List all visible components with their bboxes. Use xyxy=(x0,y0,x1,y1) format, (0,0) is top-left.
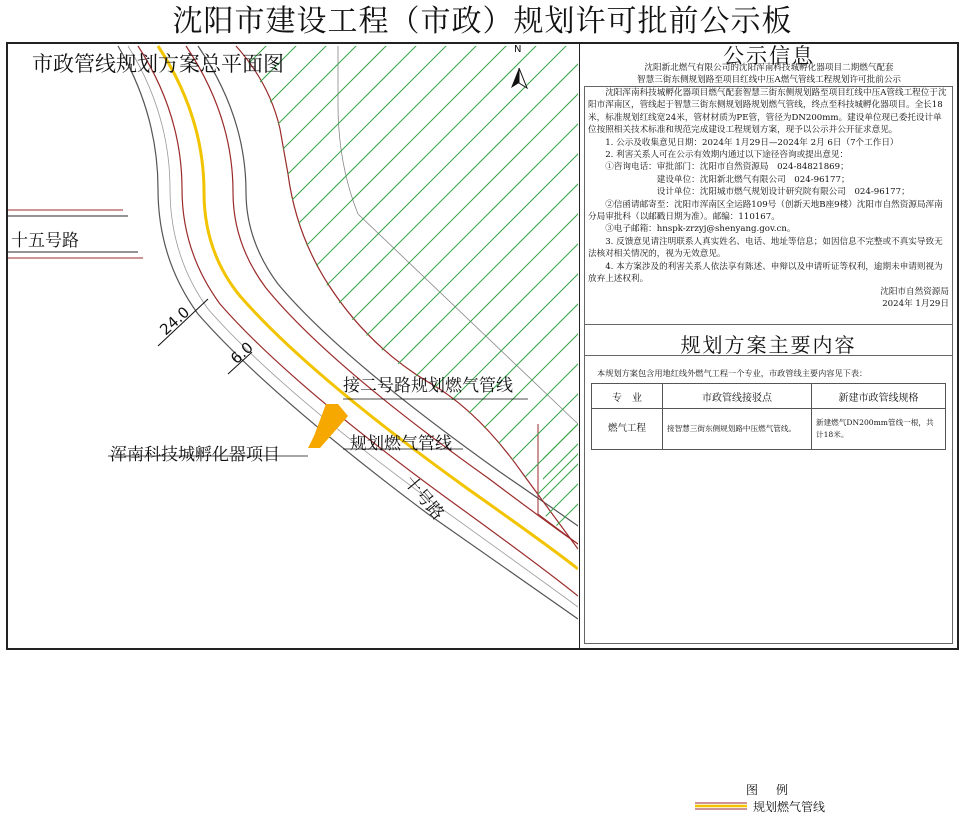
notice-mail: ②信函请邮寄至：沈阳市浑南区全运路109号（创新天地B座9楼）沈阳市自然资源局浑南分局审批科（以邮戳日期为准）。邮编：110167。 xyxy=(588,199,943,223)
label-project: 浑南科技城孵化器项目 xyxy=(110,445,280,465)
legend-item xyxy=(695,799,825,813)
right-panel xyxy=(579,44,958,814)
label-dim-24: 24.0 xyxy=(156,303,194,339)
table-row xyxy=(592,409,946,450)
north-label: N xyxy=(514,44,522,55)
north-arrow-icon xyxy=(511,68,527,88)
plan-box xyxy=(584,324,953,814)
header-spec: 新建市政管线规格 xyxy=(812,384,946,409)
plan-table xyxy=(591,383,946,450)
header-discipline: 专 业 xyxy=(592,384,663,409)
plan-intro: 本规划方案包含用地红线外燃气工程一个专业，市政管线主要内容见下表： xyxy=(597,368,868,378)
pipeline-block xyxy=(308,404,348,448)
label-pipeline: 规划燃气管线 xyxy=(350,434,452,454)
header-connection: 市政管线接驳点 xyxy=(663,384,812,409)
page-title: 沈阳市建设工程（市政）规划许可批前公示板 xyxy=(172,4,793,39)
plan-table-header xyxy=(592,384,946,409)
label-road-15: 十五号路 xyxy=(11,231,79,251)
notice-email: ③电子邮箱：hnspk-zrzyj@shenyang.gov.cn。 xyxy=(605,224,796,235)
cell-connection: 接智慧三街东侧规划路中压燃气管线。 xyxy=(663,409,812,450)
notice-item-3: 3. 反馈意见请注明联系人真实姓名、电话、地址等信息；如因信息不完整或不真实导致无法核对相关情况的，视为无效意见。 xyxy=(588,236,943,260)
notice-intro: 沈阳浑南科技城孵化器项目燃气配套智慧三街东侧规划路至项目红线中压A管线工程位于沈阳市浑南区，管线起于智慧三街东侧规划路规划燃气管线，终点至科技城孵化器项目。全长18米，标准规划红线宽24米，管材材质为PE管，管径为DN200mm。建设单位现已委托设计单位按照相关技术标准和规范完成建设工程规划方案，现予以公示并公开征求意见。 xyxy=(588,88,947,136)
label-connect: 接二号路规划燃气管线 xyxy=(343,376,513,396)
notice-sign-org: 沈阳市自然资源局 xyxy=(880,286,949,297)
cell-discipline: 燃气工程 xyxy=(592,409,663,450)
label-road-10: 十号路 xyxy=(399,472,448,525)
notice-item-4: 4. 本方案涉及的利害关系人依法享有陈述、申辩以及申请听证等权利，逾期未申请则视为放弃上述权利。 xyxy=(588,261,943,285)
notice-item-2: 2. 利害关系人可在公示有效期内通过以下途径咨询或提出意见： xyxy=(605,150,849,161)
notice-subtitle-2: 智慧三街东侧规划路至项目红线中压A燃气管线工程规划许可批前公示 xyxy=(636,75,902,85)
plot-boundary xyxy=(236,46,578,549)
notice-item-1: 1. 公示及收集意见日期：2024年 1月29日—2024年 2月 6日（7个工作日） xyxy=(605,137,899,148)
legend-pipe-icon xyxy=(695,801,747,811)
notice-title: 公示信息 xyxy=(723,44,815,68)
notice-sign-date: 2024年 1月29日 xyxy=(882,298,949,309)
legend-title: 图 例 xyxy=(745,783,791,797)
site-plan-map xyxy=(8,44,578,648)
road-edge-left xyxy=(118,46,578,619)
legend-label: 规划燃气管线 xyxy=(753,799,826,814)
plot-boundary-gray xyxy=(338,46,578,424)
label-dim-6: 6.0 xyxy=(227,338,257,368)
notice-body xyxy=(584,86,953,356)
notice-consult-1: ①咨询电话：审批部门：沈阳市自然资源局 024-84821869； xyxy=(605,162,849,173)
map-title: 市政管线规划方案总平面图 xyxy=(32,52,284,76)
map-panel xyxy=(8,44,578,648)
notice-subtitle-1: 沈阳新北燃气有限公司的沈阳浑南科技城孵化器项目二期燃气配套 xyxy=(644,63,894,73)
cell-spec: 新建燃气DN200mm管线一根，共计18米。 xyxy=(812,409,946,450)
notice-consult-2: 建设单位：沈阳新北燃气有限公司 024-96177； xyxy=(656,174,850,185)
notice-consult-3: 设计单位：沈阳城市燃气规划设计研究院有限公司 024-96177； xyxy=(656,187,910,198)
plan-title: 规划方案主要内容 xyxy=(680,333,857,357)
